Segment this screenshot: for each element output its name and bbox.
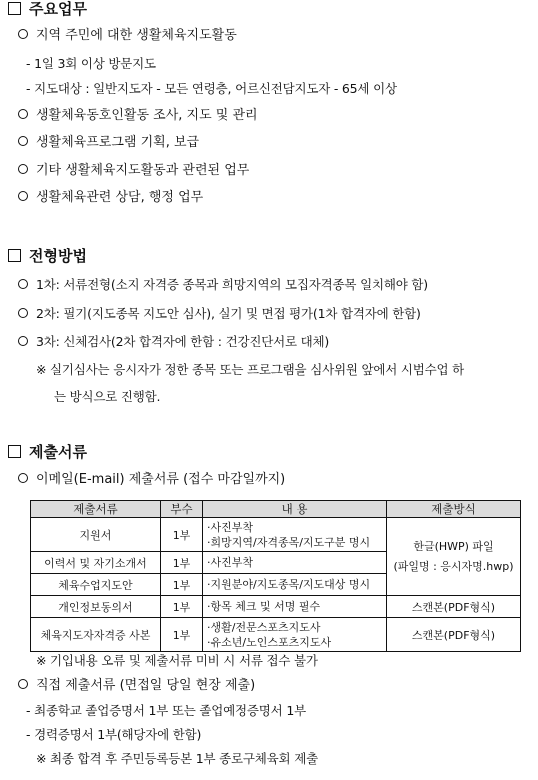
circle-bullet-icon: [18, 191, 28, 201]
doc-name: 개인정보동의서: [31, 596, 161, 618]
circle-bullet-icon: [18, 473, 28, 483]
doc-content: ·사진부착 ·희망지역/자격종목/지도구분 명시: [203, 518, 387, 552]
section-title-documents: 제출서류: [8, 443, 87, 461]
section-title-selection: 전형방법: [8, 247, 87, 265]
direct-doc-item: - 경력증명서 1부(해당자에 한함): [26, 727, 202, 742]
duty-item: 생활체육관련 상담, 행정 업무: [18, 189, 203, 207]
duty-item: 지역 주민에 대한 생활체육지도활동: [18, 27, 237, 45]
circle-bullet-icon: [18, 164, 28, 174]
email-docs-heading: 이메일(E-mail) 제출서류 (접수 마감일까지): [18, 471, 285, 489]
table-header: 제출서류: [31, 501, 161, 518]
doc-name: 지원서: [31, 518, 161, 552]
doc-method-merged: 한글(HWP) 파일 (파일명 : 응시자명.hwp): [387, 518, 521, 596]
selection-item: 3차: 신체검사(2차 합격자에 한함 : 건강진단서로 대체): [18, 333, 329, 351]
doc-content: ·생활/전문스포츠지도사 ·유소년/노인스포츠지도사: [203, 618, 387, 652]
checkbox-square-icon: [8, 2, 21, 15]
checkbox-square-icon: [8, 445, 21, 458]
table-row: [31, 618, 521, 652]
checkbox-square-icon: [8, 249, 21, 262]
table-header-row: [31, 501, 521, 518]
table-row: [31, 596, 521, 618]
circle-bullet-icon: [18, 279, 28, 289]
duty-item: 기타 생활체육지도활동과 관련된 업무: [18, 162, 249, 180]
doc-content: ·사진부착: [203, 552, 387, 574]
table-header: 내 용: [203, 501, 387, 518]
doc-copies: 1부: [161, 518, 203, 552]
duty-subitem: - 1일 3회 이상 방문지도: [26, 56, 156, 71]
duty-item: 생활체육동호인활동 조사, 지도 및 관리: [18, 107, 258, 125]
selection-note: ※ 실기심사는 응시자가 정한 종목 또는 프로그램을 심사위원 앞에서 시범수업 하: [36, 362, 465, 377]
doc-copies: 1부: [161, 596, 203, 618]
doc-copies: 1부: [161, 618, 203, 652]
circle-bullet-icon: [18, 679, 28, 689]
doc-name: 이력서 및 자기소개서: [31, 552, 161, 574]
selection-item: 1차: 서류전형(소지 자격증 종목과 희망지역의 모집자격종목 일치해야 함): [18, 276, 428, 294]
selection-note-cont: 는 방식으로 진행함.: [54, 389, 161, 404]
table-row: [31, 518, 521, 552]
direct-docs-heading: 직접 제출서류 (면접일 당일 현장 제출): [18, 677, 255, 695]
duty-item: 생활체육프로그램 기획, 보급: [18, 134, 199, 152]
doc-method: 스캔본(PDF형식): [387, 596, 521, 618]
table-header: 부수: [161, 501, 203, 518]
doc-content: ·지원분야/지도종목/지도대상 명시: [203, 574, 387, 596]
doc-method: 스캔본(PDF형식): [387, 618, 521, 652]
doc-content: ·항목 체크 및 서명 필수: [203, 596, 387, 618]
submission-table: [30, 500, 521, 652]
doc-copies: 1부: [161, 552, 203, 574]
final-note: ※ 최종 합격 후 주민등록등본 1부 종로구체육회 제출: [36, 751, 318, 766]
duty-subitem: - 지도대상 : 일반지도자 - 모든 연령층, 어르신전담지도자 - 65세 이상: [26, 81, 397, 96]
circle-bullet-icon: [18, 109, 28, 119]
section-title-duties: 주요업무: [8, 0, 87, 18]
doc-name: 체육지도자자격증 사본: [31, 618, 161, 652]
doc-name: 체육수업지도안: [31, 574, 161, 596]
error-note: ※ 기입내용 오류 및 제출서류 미비 시 서류 접수 불가: [36, 653, 318, 668]
circle-bullet-icon: [18, 308, 28, 318]
circle-bullet-icon: [18, 336, 28, 346]
circle-bullet-icon: [18, 29, 28, 39]
table-header: 제출방식: [387, 501, 521, 518]
doc-copies: 1부: [161, 574, 203, 596]
selection-item: 2차: 필기(지도종목 지도안 심사), 실기 및 면접 평가(1차 합격자에 한함): [18, 305, 421, 323]
direct-doc-item: - 최종학교 졸업증명서 1부 또는 졸업예정증명서 1부: [26, 703, 306, 718]
circle-bullet-icon: [18, 136, 28, 146]
